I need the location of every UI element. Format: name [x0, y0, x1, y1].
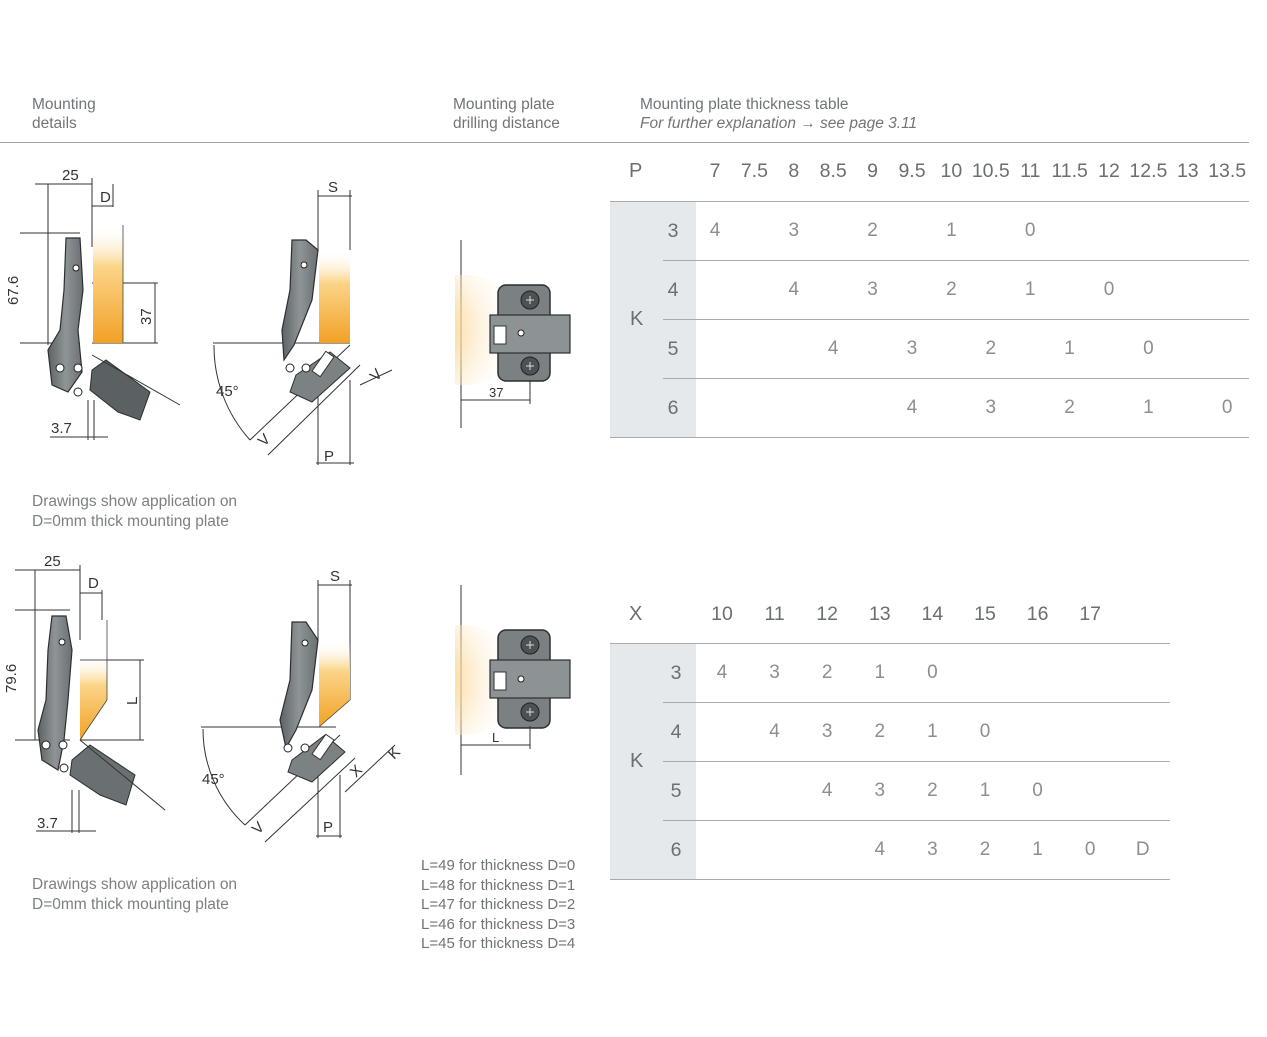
table_p-col-header: 8.5: [819, 160, 847, 182]
table_p-col-header: 10: [940, 160, 963, 182]
table_p-col-header: 8: [788, 160, 800, 182]
table_p-cell: 0: [1024, 219, 1036, 241]
table_p-col-header: 11: [1020, 160, 1041, 182]
table_p-cell: 3: [867, 278, 878, 300]
dim-s-bottom: S: [330, 568, 341, 585]
table_x-cell: 0: [1084, 838, 1096, 860]
table_p-col-header: 7.5: [740, 160, 768, 182]
table_p-cell: 3: [906, 337, 918, 359]
table_p-cell: 2: [985, 337, 997, 359]
table_x-cell: 4: [821, 779, 833, 801]
table_x-row-header: 4: [670, 720, 682, 743]
table_p-row-group-label: K: [630, 308, 644, 330]
table_p-cell: 4: [827, 337, 839, 359]
l-note-d2: L=47 for thickness D=2: [421, 896, 576, 913]
hinge-drawing-bottom-left: [0, 550, 200, 840]
table_p-col-header: 12: [1098, 160, 1120, 182]
table_p-col-header: 7: [709, 160, 721, 182]
dim-d: D: [100, 189, 111, 206]
table_x-cell: 4: [874, 838, 886, 860]
table_p-col-header: 12.5: [1129, 160, 1168, 182]
header-mounting-details: [32, 95, 96, 133]
hinge-drawing-top-mid: [200, 160, 420, 470]
table_p-cell: 1: [946, 219, 957, 241]
table_x-cell: 2: [927, 779, 938, 801]
table_x-cell: 3: [874, 779, 886, 801]
dim-v-upper: V: [366, 365, 386, 385]
table_p-cell: 3: [788, 219, 800, 241]
table_p-col-header: 9.5: [898, 160, 926, 182]
angle-45: 45°: [216, 383, 239, 400]
table_x-row-line: [610, 879, 1170, 880]
hinge-drawing-top-left: [0, 160, 200, 445]
table_p-row-line: [663, 378, 1249, 379]
table_p-row-line: [663, 260, 1249, 261]
table_x-cell: 2: [874, 720, 886, 742]
note-bottom-line2: D=0mm thick mounting plate: [32, 895, 229, 913]
table_p-cell: 1: [1064, 337, 1075, 359]
l-thickness-notes: [421, 856, 575, 954]
table_x-col-header: 15: [974, 603, 996, 625]
table_p-top-line: [610, 201, 1249, 202]
table_x-row-line: [663, 702, 1170, 703]
mounting-plate-top: [455, 235, 580, 430]
table_x-cell: 1: [927, 720, 938, 742]
dim-3-7-bottom: 3.7: [37, 815, 58, 832]
dim-37: 37: [138, 308, 155, 325]
table_x-cell: 1: [1032, 838, 1043, 860]
table_x-row-header: 3: [670, 661, 682, 684]
l-note-d0: L=49 for thickness D=0: [421, 857, 576, 874]
table_x-col-header: 17: [1079, 603, 1102, 625]
dim-79-6: 79.6: [3, 663, 20, 693]
table_x-top-line: [610, 643, 1170, 644]
table_p-cell: 4: [906, 396, 918, 418]
table_p-cell: 4: [709, 219, 721, 241]
table_p-row-header: 6: [667, 396, 679, 419]
table_p-cell: 1: [1024, 278, 1036, 300]
table_x-col-header: 16: [1026, 603, 1049, 625]
table_x-cell: 4: [769, 720, 780, 742]
table_x-col-header: 13: [868, 603, 891, 625]
table_x-row-line: [663, 820, 1170, 821]
table_x-col-header: 10: [711, 603, 733, 625]
table_p-col-header: 13: [1176, 160, 1199, 182]
dim-v-bottom: V: [248, 818, 268, 838]
table_x-col-header: 14: [921, 603, 944, 625]
table_x-cell: D: [1135, 838, 1150, 860]
table_p-cell: 3: [985, 396, 997, 418]
dim-x-bottom: X: [346, 761, 366, 781]
note-top-line2: D=0mm thick mounting plate: [32, 512, 229, 530]
table_x-row-header: 6: [670, 838, 682, 861]
table_p-col-header: 13.5: [1208, 160, 1247, 182]
header-drilling-distance-line1: Mounting plate: [453, 96, 555, 113]
mounting-plate-bottom: [455, 580, 580, 780]
table_p-row-line: [610, 437, 1249, 438]
table_p-cell: 2: [867, 219, 878, 241]
note-bottom: [32, 875, 237, 914]
table_p-row-header: 5: [667, 337, 679, 360]
table_p-cell: 0: [1143, 337, 1154, 359]
dim-p-bottom: P: [323, 819, 334, 836]
note-bottom-line1: Drawings show application on: [32, 876, 238, 893]
header-thickness-table-title: Mounting plate thickness table: [640, 96, 849, 113]
table_x-cell: 4: [716, 661, 728, 683]
dim-67-6: 67.6: [5, 275, 22, 305]
note-top: [32, 492, 237, 531]
dim-l-bottom: L: [124, 696, 141, 705]
table_x-cell: 0: [979, 720, 991, 742]
dim-k-bottom: K: [384, 743, 404, 763]
header-thickness-table: [640, 95, 917, 133]
hinge-drawing-bottom-mid: [195, 560, 420, 850]
plate-dim-37: 37: [489, 385, 504, 400]
header-thickness-table-subtitle: For further explanation → see page 3.11: [640, 115, 918, 132]
l-note-d1: L=48 for thickness D=1: [421, 876, 576, 894]
table_x-cell: 0: [1032, 779, 1043, 801]
dim-d-bottom: D: [88, 575, 99, 592]
table_x-cell: 3: [927, 838, 938, 860]
table_x-corner-label: X: [629, 603, 643, 625]
table_p-cell: 4: [788, 278, 800, 300]
table_x-col-header: 12: [816, 603, 839, 625]
dim-s: S: [328, 179, 339, 196]
table_p-col-header: 10.5: [971, 160, 1010, 182]
table_p-cell: 1: [1143, 396, 1154, 418]
table_x-row-group-label: K: [630, 750, 644, 772]
dim-p: P: [324, 448, 335, 465]
table_p-cell: 0: [1103, 278, 1115, 300]
table_x-row-header: 5: [670, 779, 682, 802]
table_x-cell: 3: [821, 720, 833, 742]
header-drilling-distance-line2: drilling distance: [453, 115, 560, 132]
table_x-cell: 2: [821, 661, 833, 683]
dim-3-7: 3.7: [51, 420, 72, 437]
table_x-col-header: 11: [764, 603, 785, 625]
plate-dim-l: L: [492, 730, 500, 745]
table_p-corner-label: P: [629, 160, 643, 182]
table_x-cell: 2: [979, 838, 991, 860]
table_x-cell: 3: [769, 661, 780, 683]
table_x-cell: 1: [979, 779, 991, 801]
table_p-cell: 2: [1064, 396, 1075, 418]
note-top-line1: Drawings show application on: [32, 493, 238, 510]
table_p-row-header: 3: [667, 219, 679, 242]
header-drilling-distance: [453, 95, 560, 133]
l-note-d3: L=46 for thickness D=3: [421, 915, 576, 933]
l-note-d4: L=45 for thickness D=4: [421, 935, 576, 952]
table_p-row-header: 4: [667, 278, 679, 301]
header-mounting-details-line1: Mounting: [32, 96, 96, 113]
table_p-cell: 0: [1221, 396, 1233, 418]
table_p-cell: 2: [946, 278, 957, 300]
table_x-row-line: [663, 761, 1170, 762]
table_p-row-line: [663, 319, 1249, 320]
dim-v-lower: V: [254, 430, 274, 450]
table_p-col-header: 9: [867, 160, 879, 182]
angle-45-bottom: 45°: [202, 771, 225, 788]
table_x-cell: 1: [874, 661, 886, 683]
header-divider: [0, 142, 1249, 143]
table_p-col-header: 11.5: [1051, 160, 1088, 182]
table_x-cell: 0: [927, 661, 938, 683]
header-mounting-details-line2: details: [32, 115, 77, 132]
dim-25: 25: [62, 167, 79, 184]
dim-25-bottom: 25: [44, 553, 61, 570]
